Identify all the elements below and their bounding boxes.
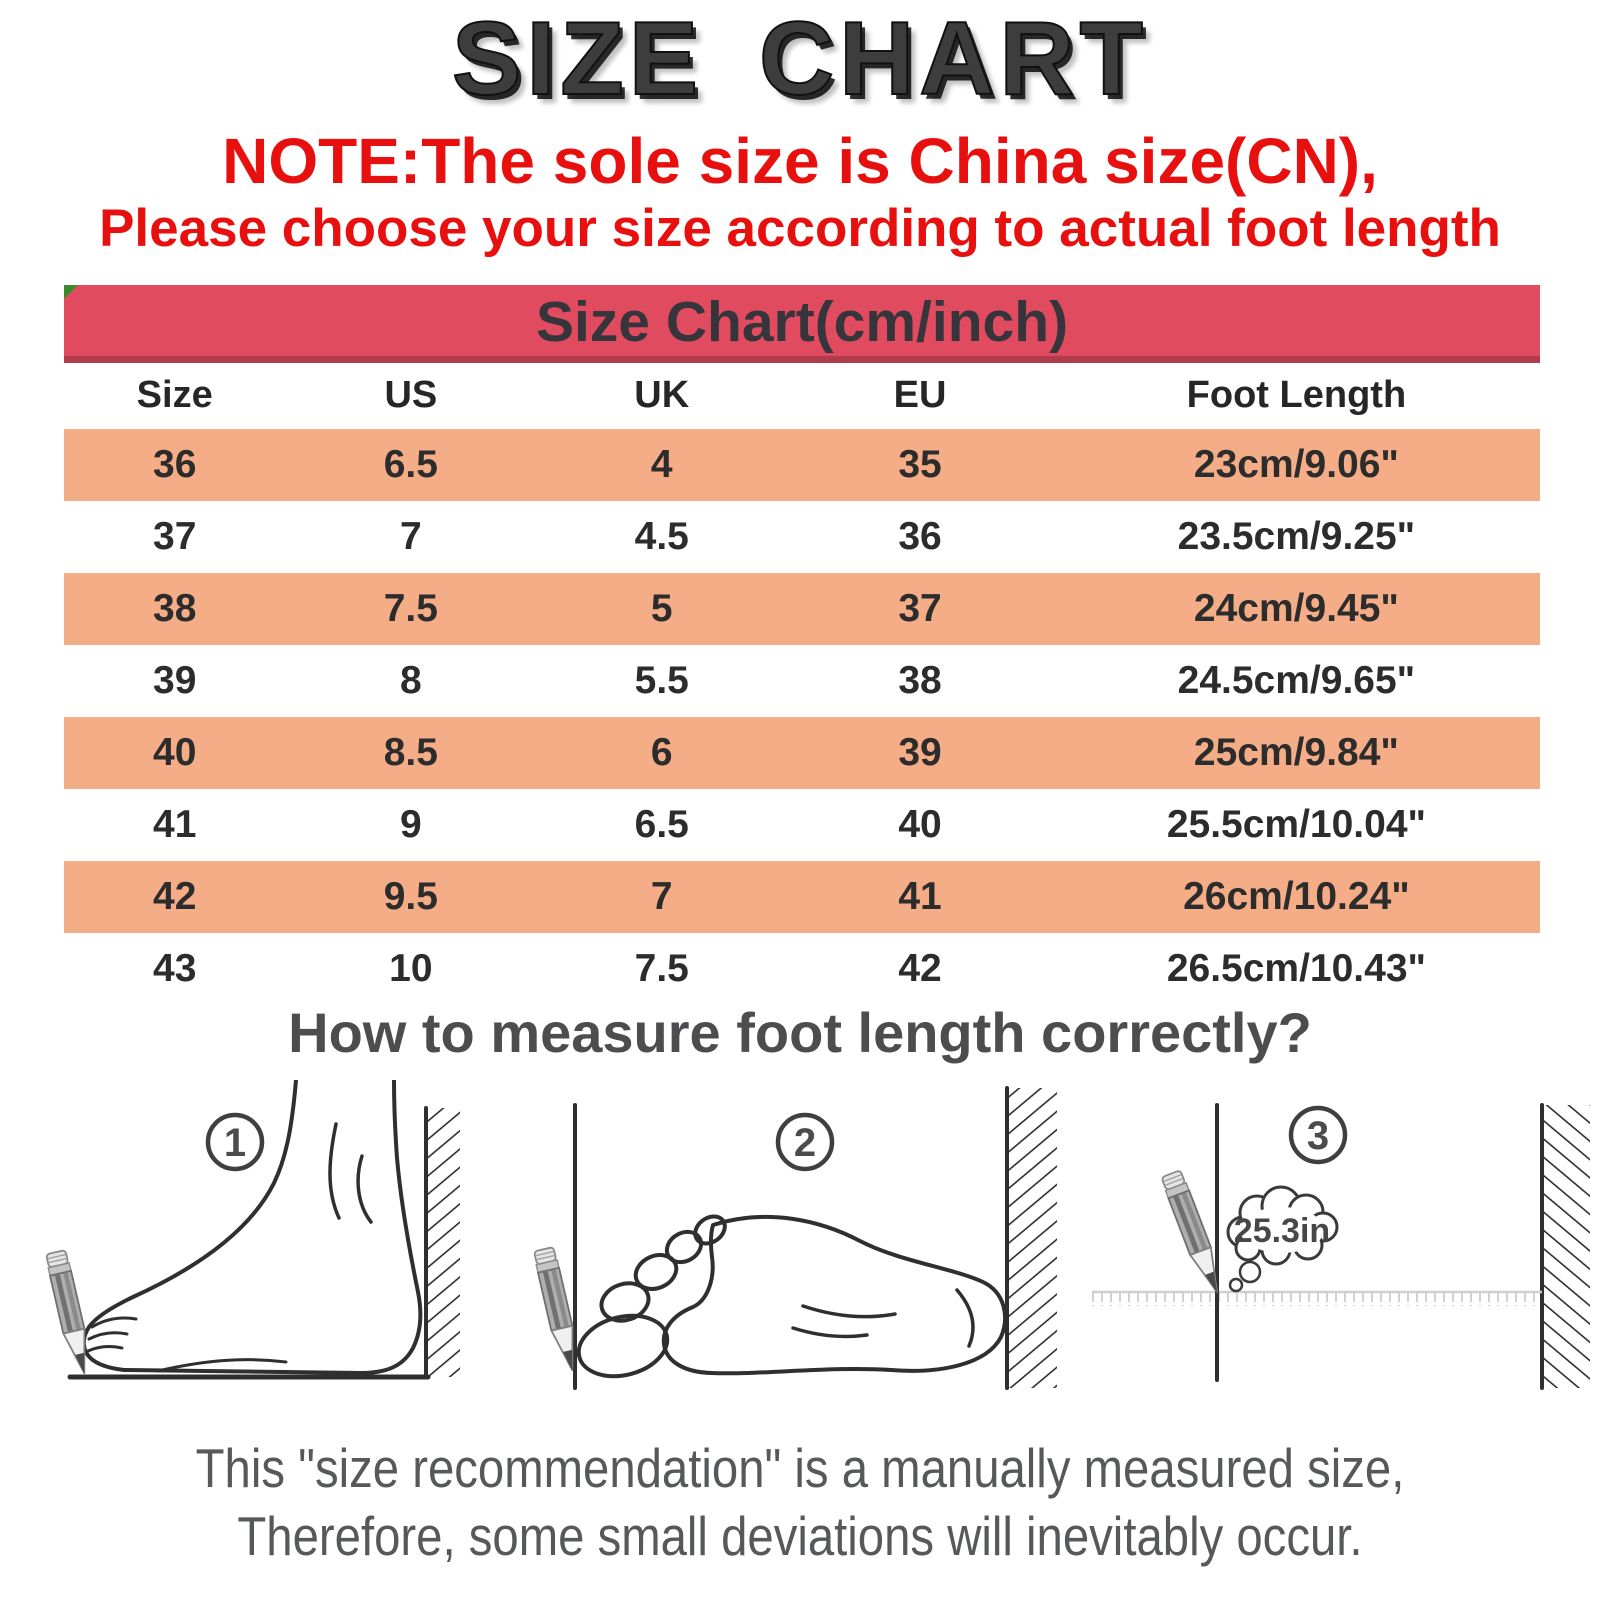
table-cell: 7.5 xyxy=(383,587,438,630)
table-cell: 8.5 xyxy=(383,731,438,774)
step-2-illustration xyxy=(505,1080,1065,1390)
table-row xyxy=(64,861,1540,933)
table-cell: 24cm/9.45" xyxy=(1193,587,1399,630)
footer-note-line-2: Therefore, some small deviations will inevitably occur. xyxy=(237,1505,1363,1567)
pencil-icon xyxy=(45,1250,94,1377)
table-cell: 7 xyxy=(399,515,422,558)
table-cell: 6.5 xyxy=(383,443,438,486)
table-cell: 9.5 xyxy=(383,875,438,918)
table-cell: 41 xyxy=(153,803,197,846)
table-cell: 9 xyxy=(399,803,422,846)
step-3-illustration xyxy=(1080,1080,1600,1400)
table-cell: 24.5cm/9.65" xyxy=(1177,659,1416,702)
wall-hatch xyxy=(1544,1105,1590,1388)
table-banner-title: Size Chart(cm/inch) xyxy=(535,290,1069,354)
toe-detail-lines xyxy=(88,1318,136,1351)
table-cell: 37 xyxy=(153,515,197,558)
table-cell: 26.5cm/10.43" xyxy=(1166,947,1427,990)
table-row xyxy=(64,573,1540,645)
table-cell: 7.5 xyxy=(634,947,689,990)
table-row xyxy=(64,645,1540,717)
table-cell: 38 xyxy=(898,659,942,702)
column-header-eu: EU xyxy=(893,373,947,416)
thought-bubble xyxy=(1228,1187,1337,1291)
footer-note-line-1: This "size recommendation" is a manually measured size, xyxy=(195,1437,1405,1499)
table-cell: 5 xyxy=(650,587,673,630)
ankle-detail-lines xyxy=(330,1124,371,1222)
table-cell: 40 xyxy=(153,731,197,774)
table-cell: 6.5 xyxy=(634,803,689,846)
table-cell: 36 xyxy=(153,443,197,486)
table-row xyxy=(64,501,1540,573)
wall-hatch xyxy=(428,1108,460,1377)
table-cell: 23cm/9.06" xyxy=(1193,443,1399,486)
table-cell: 25cm/9.84" xyxy=(1193,731,1399,774)
table-banner xyxy=(64,285,1540,363)
bubble-text: 25.3in xyxy=(1233,1212,1331,1250)
table-cell: 43 xyxy=(153,947,197,990)
table-cell: 25.5cm/10.04" xyxy=(1166,803,1427,846)
table-cell: 35 xyxy=(898,443,942,486)
table-cell: 38 xyxy=(153,587,197,630)
corner-marker xyxy=(64,285,78,299)
ruler xyxy=(1092,1293,1542,1306)
table-cell: 42 xyxy=(153,875,197,918)
toe xyxy=(661,1226,706,1268)
table-row xyxy=(64,933,1540,1005)
table-cell: 5.5 xyxy=(634,659,689,702)
table-cell: 37 xyxy=(898,587,942,630)
note-line-2: Please choose your size according to actual foot length xyxy=(99,199,1501,258)
toe xyxy=(630,1249,681,1295)
table-cell: 7 xyxy=(650,875,673,918)
column-header-uk: UK xyxy=(634,373,690,416)
table-header-row xyxy=(64,364,1540,426)
table-cell: 39 xyxy=(153,659,197,702)
table-cell: 26cm/10.24" xyxy=(1183,875,1410,918)
step-number: 1 xyxy=(223,1121,247,1165)
table-cell: 40 xyxy=(898,803,942,846)
table-cell: 42 xyxy=(898,947,942,990)
table-cell: 4 xyxy=(650,443,673,486)
table-cell: 36 xyxy=(898,515,942,558)
step-number: 2 xyxy=(793,1121,817,1165)
column-header-foot-length: Foot Length xyxy=(1186,373,1407,416)
page-title: SIZE CHART xyxy=(452,1,1148,117)
table-cell: 23.5cm/9.25" xyxy=(1177,515,1416,558)
note-line-1: NOTE:The sole size is China size(CN), xyxy=(222,125,1378,197)
table-cell: 10 xyxy=(389,947,433,990)
column-header-us: US xyxy=(384,373,438,416)
table-cell: 41 xyxy=(898,875,942,918)
measure-section-heading: How to measure foot length correctly? xyxy=(288,1001,1312,1064)
step-1-illustration xyxy=(40,1080,460,1385)
column-header-size: Size xyxy=(136,373,213,416)
table-row xyxy=(64,429,1540,501)
size-table xyxy=(64,429,1540,1005)
table-row xyxy=(64,789,1540,861)
step-number: 3 xyxy=(1306,1114,1330,1158)
table-cell: 39 xyxy=(898,731,942,774)
sole-detail-lines xyxy=(793,1290,973,1346)
table-cell: 6 xyxy=(650,731,673,774)
wall-hatch xyxy=(1009,1088,1057,1388)
table-cell: 8 xyxy=(399,659,422,702)
table-cell: 4.5 xyxy=(634,515,689,558)
table-row xyxy=(64,717,1540,789)
